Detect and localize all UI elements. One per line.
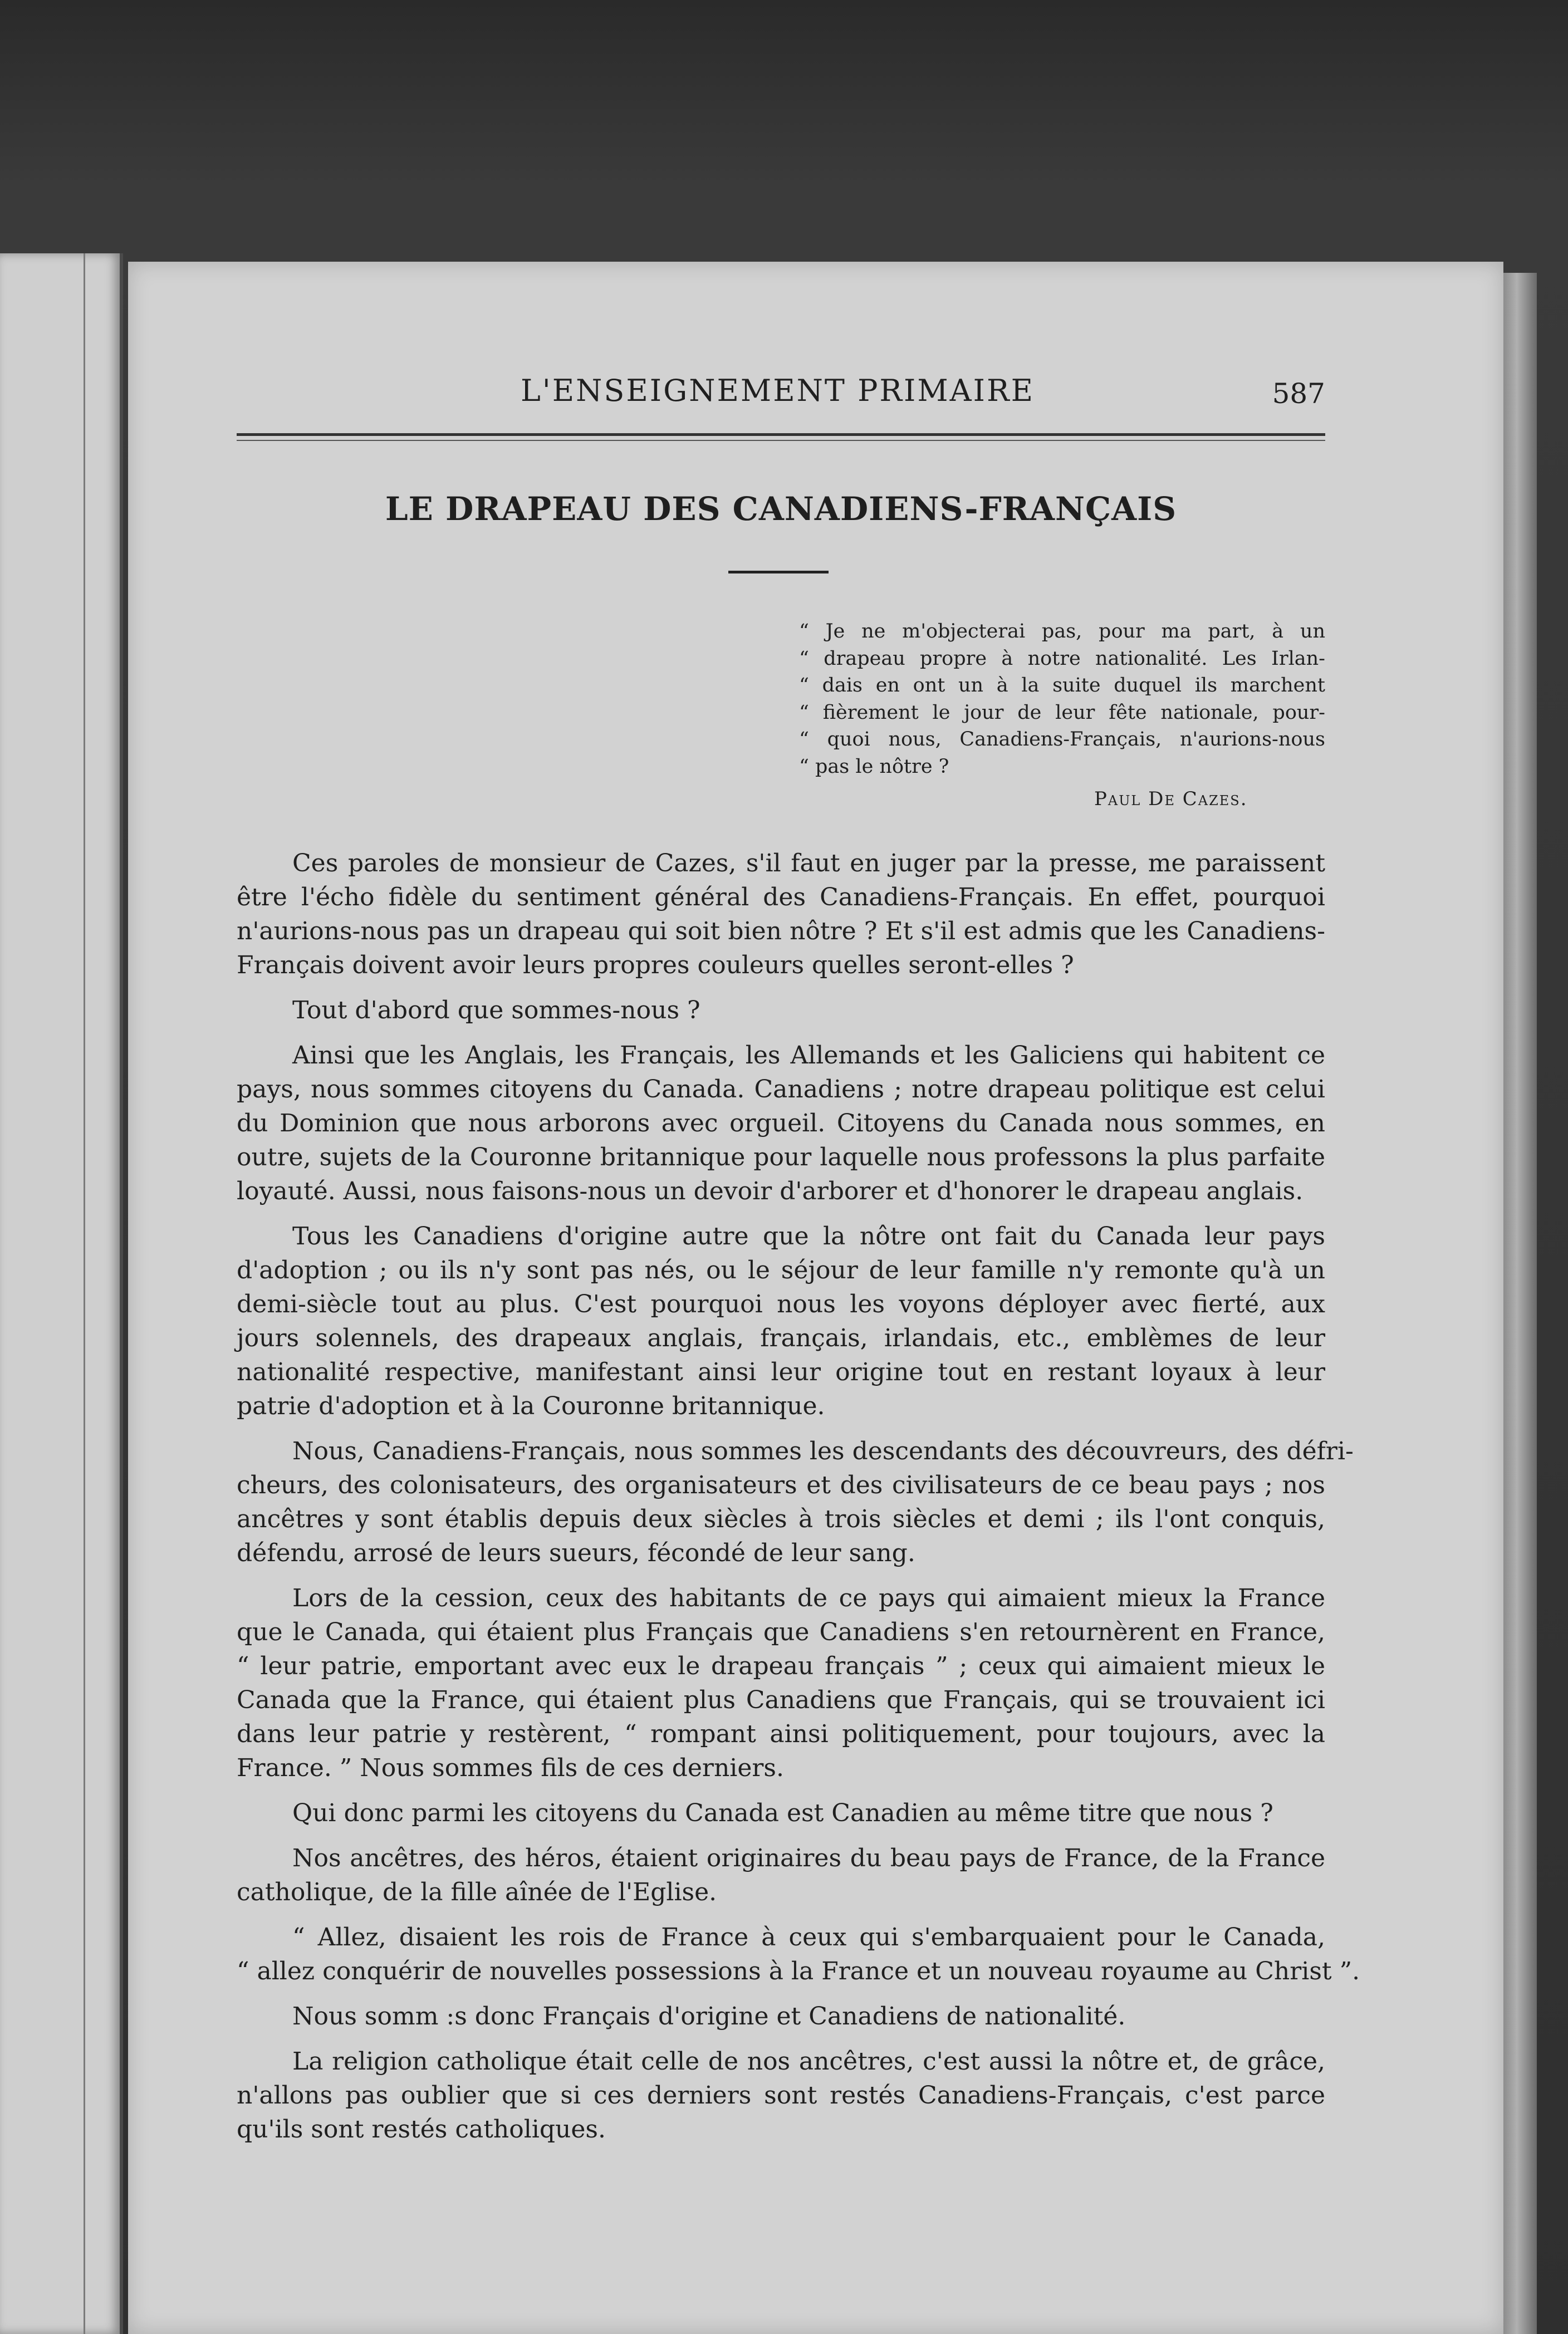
text-line: du Dominion que nous arborons avec orgueil. Citoyens du Canada nous sommes, en — [237, 1109, 1325, 1137]
text-line: cheurs, des colonisateurs, des organisateurs et des civilisateurs de ce beau pays ; nos — [237, 1471, 1325, 1499]
text-line: Nous somm :s donc Français d'origine et Canadiens de nationalité. — [292, 2002, 1126, 2031]
paragraph — [237, 993, 1325, 1027]
text-line: ancêtres y sont établis depuis deux siècles à trois siècles et demi ; ils l'ont conquis, — [237, 1505, 1325, 1533]
book-page — [128, 262, 1503, 2334]
paragraph — [237, 1038, 1325, 1208]
text-line: Ainsi que les Anglais, les Français, les Allemands et les Galiciens qui habitent ce — [292, 1041, 1325, 1070]
text-line: France. ” Nous sommes fils de ces derniers. — [237, 1754, 784, 1782]
text-line: Nous, Canadiens-Français, nous sommes les descendants des découvreurs, des défri- — [292, 1437, 1354, 1465]
text-line: dans leur patrie y restèrent, “ rompant ainsi politiquement, pour toujours, avec la — [237, 1720, 1325, 1748]
text-line: Nos ancêtres, des héros, étaient originaires du beau pays de France, de la France — [292, 1844, 1325, 1872]
article-title: LE DRAPEAU DES CANADIENS-FRANÇAIS — [385, 490, 1177, 528]
text-line: patrie d'adoption et à la Couronne britannique. — [237, 1392, 825, 1420]
page-number: 587 — [1272, 377, 1325, 410]
text-line: n'aurions-nous pas un drapeau qui soit bien nôtre ? Et s'il est admis que les Canadiens- — [237, 917, 1325, 945]
text-line: “ Allez, disaient les rois de France à ceux qui s'embarquaient pour le Canada, — [292, 1923, 1325, 1951]
text-line: pays, nous sommes citoyens du Canada. Canadiens ; notre drapeau politique est celui — [237, 1075, 1325, 1104]
right-page-edge — [1503, 273, 1537, 2334]
paragraph — [237, 1581, 1325, 1785]
left-page-edge — [0, 253, 123, 2334]
text-line: Qui donc parmi les citoyens du Canada est Canadien au même titre que nous ? — [292, 1799, 1273, 1827]
text-line: loyauté. Aussi, nous faisons-nous un devoir d'arborer et d'honorer le drapeau anglais. — [237, 1177, 1304, 1205]
text-line: “ allez conquérir de nouvelles possessions à la France et un nouveau royaume au Christ ”. — [237, 1957, 1360, 1985]
text-line: être l'écho fidèle du sentiment général des Canadiens-Français. En effet, pourquoi — [237, 883, 1325, 911]
text-line: Ces paroles de monsieur de Cazes, s'il faut en juger par la presse, me paraissent — [292, 849, 1325, 877]
paragraph — [237, 1999, 1325, 2033]
epigraph — [799, 618, 1325, 780]
epigraph-line: “ quoi nous, Canadiens-Français, n'aurions-nous — [799, 728, 1325, 751]
paragraph — [237, 1219, 1325, 1423]
title-rule — [728, 571, 829, 573]
page-content — [237, 262, 1360, 2334]
paragraph — [237, 1434, 1354, 1570]
text-line: défendu, arrosé de leurs sueurs, fécondé de leur sang. — [237, 1539, 915, 1567]
text-line: qu'ils sont restés catholiques. — [237, 2115, 606, 2144]
paragraph — [237, 1841, 1325, 1909]
article-body — [237, 846, 1360, 2158]
paragraph — [237, 846, 1325, 982]
running-title: L'ENSEIGNEMENT PRIMAIRE — [521, 373, 1035, 408]
text-line: que le Canada, qui étaient plus Français que Canadiens s'en retournèrent en France, — [237, 1618, 1325, 1646]
text-line: n'allons pas oublier que si ces derniers sont restés Canadiens-Français, c'est parce — [237, 2081, 1325, 2110]
text-line: Tout d'abord que sommes-nous ? — [292, 996, 700, 1024]
text-line: d'adoption ; ou ils n'y sont pas nés, ou le séjour de leur famille n'y remonte qu'à un — [237, 1256, 1325, 1284]
running-header — [237, 373, 1325, 418]
text-line: jours solennels, des drapeaux anglais, français, irlandais, etc., emblèmes de leur — [237, 1324, 1325, 1352]
paragraph — [237, 1796, 1325, 1830]
text-line: “ leur patrie, emportant avec eux le drapeau français ” ; ceux qui aimaient mieux le — [237, 1652, 1325, 1680]
epigraph-line: “ dais en ont un à la suite duquel ils marchent — [799, 674, 1325, 697]
text-line: Tous les Canadiens d'origine autre que la nôtre ont fait du Canada leur pays — [292, 1222, 1325, 1251]
text-line: Français doivent avoir leurs propres couleurs quelles seront-elles ? — [237, 951, 1074, 979]
text-line: demi-siècle tout au plus. C'est pourquoi nous les voyons déployer avec fierté, aux — [237, 1290, 1325, 1318]
paragraph — [237, 2044, 1325, 2146]
epigraph-author: Paul De Cazes. — [1094, 788, 1248, 810]
text-line: Lors de la cession, ceux des habitants de ce pays qui aimaient mieux la France — [292, 1584, 1325, 1612]
text-line: Canada que la France, qui étaient plus Canadiens que Français, qui se trouvaient ici — [237, 1686, 1325, 1714]
epigraph-line: “ Je ne m'objecterai pas, pour ma part, à un — [799, 620, 1325, 643]
text-line: La religion catholique était celle de nos ancêtres, c'est aussi la nôtre et, de grâce, — [292, 2047, 1325, 2076]
epigraph-line: “ fièrement le jour de leur fête nationale, pour- — [799, 701, 1325, 724]
text-line: outre, sujets de la Couronne britannique pour laquelle nous professons la plus parfaite — [237, 1143, 1325, 1171]
epigraph-line: “ pas le nôtre ? — [799, 755, 949, 778]
text-line: catholique, de la fille aînée de l'Eglise. — [237, 1878, 717, 1906]
header-rule — [237, 433, 1325, 441]
text-line: nationalité respective, manifestant ainsi leur origine tout en restant loyaux à leur — [237, 1358, 1325, 1386]
paragraph — [237, 1920, 1360, 1988]
epigraph-line: “ drapeau propre à notre nationalité. Les Irlan- — [799, 647, 1325, 670]
